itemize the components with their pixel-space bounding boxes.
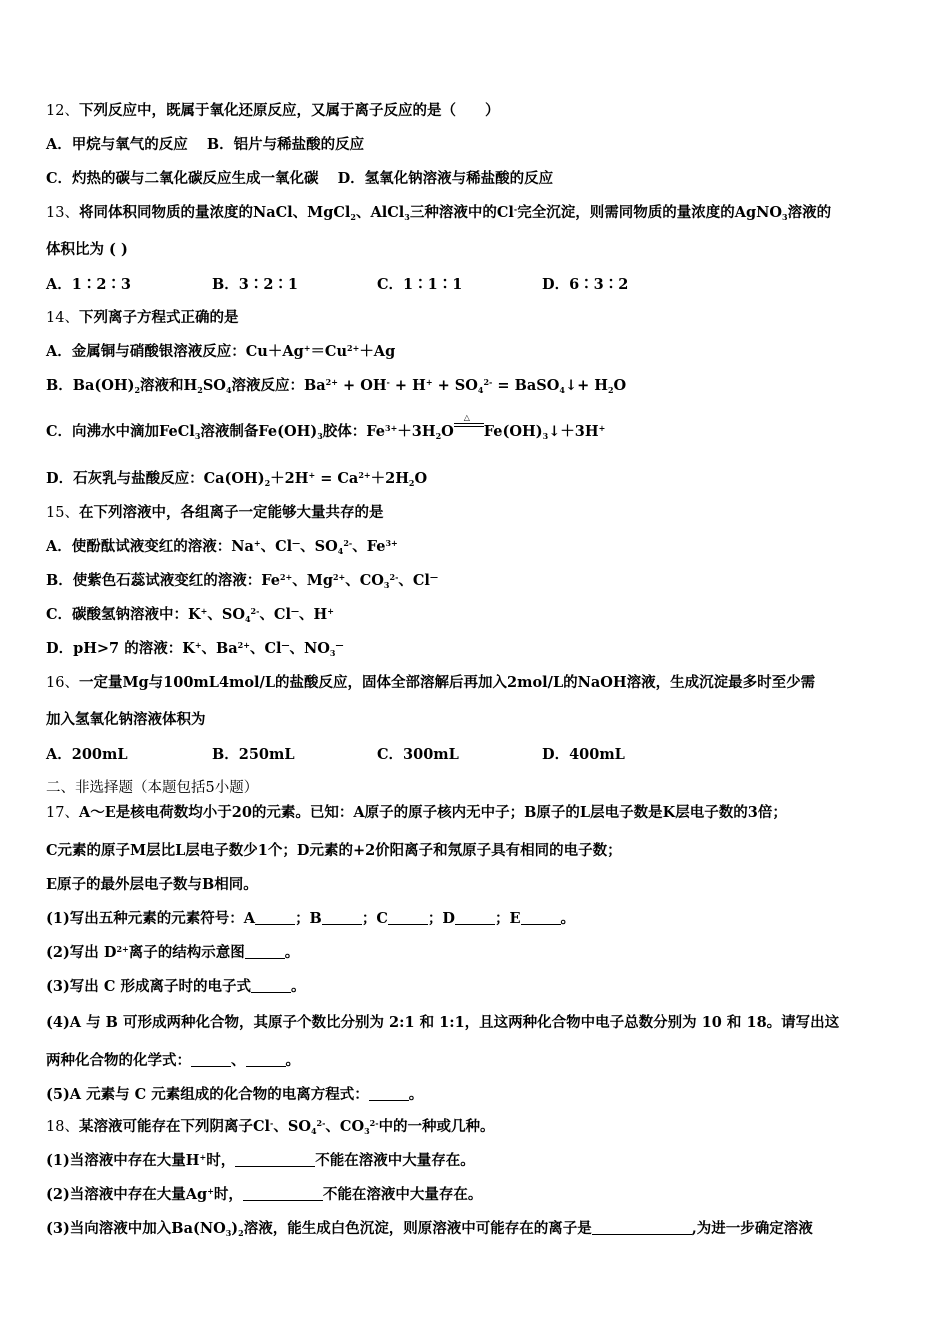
q17-stem: 17、A～E是核电荷数均小于20的元素。已知：A原子的原子核内无中子；B原子的L层电子数是K层电子数的3倍； [46, 804, 787, 821]
answer-blank [243, 1186, 323, 1201]
q16-stem: 16、一定量Mg与100mL4mol/L的盐酸反应，固体全部溶解后再加入2mol/L的NaOH溶液，生成沉淀最多时至少需 [46, 674, 816, 691]
q13-stem: 13、将同体积同物质的量浓度的NaCl、MgCl$_2$、AlCl$_3$三种溶液中的Cl-完全沉淀，则需同物质的量浓度的AgNO$_3$溶液的 [46, 204, 832, 222]
heating-equals-sign [454, 413, 484, 436]
q15-option-d: D．pH>7 的溶液：K+、$Ba^{2+}$、Cl—、$NO_3^—$ [46, 640, 344, 658]
q12-option-c: C．灼热的碳与二氧化碳反应生成一氧化碳 [46, 170, 319, 187]
q12-option-b: B．铝片与稀盐酸的反应 [206, 136, 365, 153]
q13-option-c: C．1∶1∶1 [377, 276, 463, 293]
q15-stem: 15、在下列溶液中，各组离子一定能够大量共存的是 [46, 504, 384, 521]
q17-part3: (3)写出 C 形成离子时的电子式 。 [46, 978, 306, 995]
q17-stem-line3: E原子的最外层电子数与B相同。 [46, 876, 258, 893]
q14-option-b: B．$Ba(OH)_2$溶液和$H_2SO_4$溶液反应：$Ba^{2+} + OH^- + H^+ + SO_4^{2-}$ = BaSO$_4$↓+ $H_2O$ [46, 377, 627, 395]
answer-blank [255, 910, 295, 925]
q12-options-cd [46, 169, 910, 189]
q17-part4: (4)A 与 B 可形成两种化合物，其原子个数比分别为 2:1 和 1:1，且这两种化合物中电子总数分别为 10 和 18。请写出这 [46, 1014, 840, 1031]
answer-blank [322, 910, 362, 925]
q14-option-d: D．石灰乳与盐酸反应：$Ca(OH)_2+2H^+ = Ca^{2+}+2H_2O$ [46, 470, 428, 488]
q12-stem: 12、下列反应中，既属于氧化还原反应，又属于离子反应的是（ ） [46, 102, 500, 119]
answer-blank [235, 1152, 315, 1167]
q16-stem-line2: 加入氢氧化钠溶液体积为 [46, 711, 206, 728]
q16-option-b: B．250mL [212, 746, 295, 763]
q18-part2: (2)当溶液中存在大量Ag+时， 不能在溶液中大量存在。 [46, 1186, 483, 1203]
q16-option-c: C．300mL [377, 746, 459, 763]
q12-options-ab [46, 135, 910, 155]
answer-blank [251, 978, 291, 993]
delta-icon: △ [463, 413, 470, 422]
q18-stem: 18、某溶液可能存在下列阴离子Cl-、$SO_4^{2-}$、$CO_3^{2-}$中的一种或几种。 [46, 1118, 495, 1136]
answer-blank [455, 910, 495, 925]
q13-option-a: A．1∶2∶3 [46, 276, 132, 293]
q14-option-c: C．向沸水中滴加FeCl$_3$溶液制备$Fe(OH)_3$胶体：$Fe^{3+}+3H_2O$ △ $Fe(OH)_3↓+3H^+$ [46, 422, 910, 442]
q17-part5: (5)A 元素与 C 元素组成的化合物的电离方程式： 。 [46, 1086, 424, 1103]
q18-part3: (3)当向溶液中加入$Ba(NO_3)_2$溶液，能生成白色沉淀，则原溶液中可能存在的离子是 ,为进一步确定溶液 [46, 1220, 813, 1238]
q15-option-b: B．使紫色石蕊试液变红的溶液：$Fe^{2+}$、$Mg^{2+}$、$CO_3^{2-}$、Cl— [46, 572, 438, 590]
q17-stem-line2: C元素的原子M层比L层电子数少1个；D元素的+2价阳离子和氖原子具有相同的电子数； [46, 842, 622, 859]
answer-blank [191, 1052, 231, 1067]
q15-option-a: A．使酚酞试液变红的溶液：Na+、Cl—、$SO_4^{2-}$、$Fe^{3+}$ [46, 538, 398, 556]
q13-stem-line2: 体积比为 ( ) [46, 241, 128, 258]
answer-blank [246, 1052, 286, 1067]
answer-blank [592, 1220, 692, 1235]
q18-part1: (1)当溶液中存在大量H+时， 不能在溶液中大量存在。 [46, 1152, 475, 1169]
q17-part2: (2)写出 $D^{2+}$离子的结构示意图 。 [46, 944, 300, 961]
q14-stem: 14、下列离子方程式正确的是 [46, 309, 239, 326]
q13-option-b: B．3∶2∶1 [212, 276, 299, 293]
q13-option-d: D．6∶3∶2 [542, 276, 629, 293]
q16-option-d: D．400mL [542, 746, 625, 763]
answer-blank [369, 1086, 409, 1101]
q17-part4-line2: 两种化合物的化学式： 、 。 [46, 1052, 300, 1069]
answer-blank [245, 944, 285, 959]
q16-option-a: A．200mL [46, 746, 128, 763]
section-2-title: 二、非选择题（本题包括5小题） [46, 780, 259, 796]
q14-option-a: A．金属铜与硝酸银溶液反应：$Cu+Ag^+=Cu^{2+}+Ag$ [46, 343, 396, 360]
q17-part1: (1)写出五种元素的元素符号：A ；B ；C ；D ；E 。 [46, 910, 576, 927]
q12-option-d: D．氢氧化钠溶液与稀盐酸的反应 [337, 170, 554, 187]
q12-option-a: A．甲烷与氧气的反应 [46, 136, 188, 153]
answer-blank [388, 910, 428, 925]
answer-blank [521, 910, 561, 925]
q15-option-c: C．碳酸氢钠溶液中：K+、$SO_4^{2-}$、Cl—、H+ [46, 606, 334, 624]
